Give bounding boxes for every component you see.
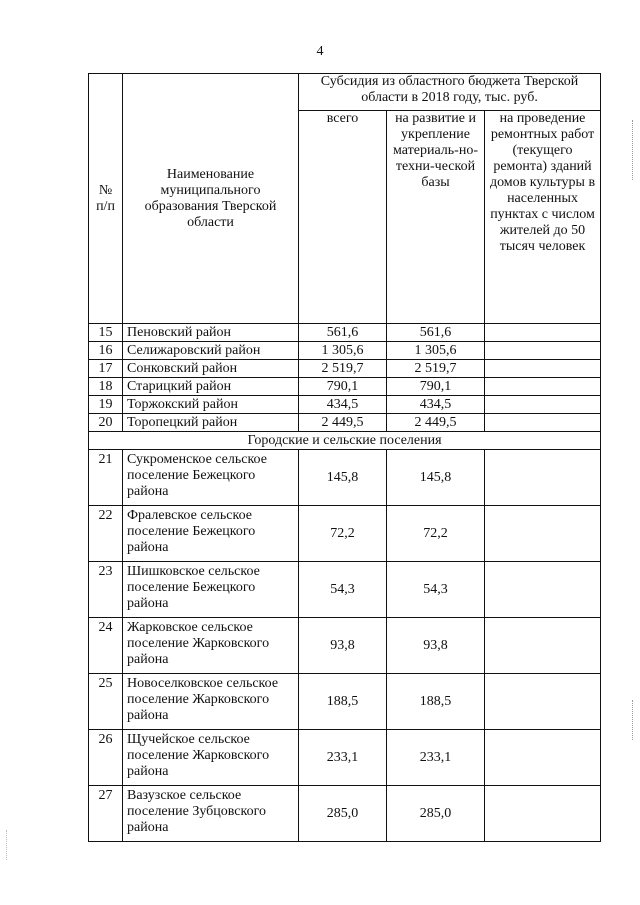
row-name: Селижаровский район (123, 342, 299, 360)
row-development: 54,3 (387, 562, 485, 618)
row-number: 27 (89, 786, 123, 842)
section-row (89, 432, 601, 450)
row-number: 22 (89, 506, 123, 562)
table-row (89, 414, 601, 432)
table-row (89, 378, 601, 396)
row-repair (485, 450, 601, 506)
row-number: 16 (89, 342, 123, 360)
table-row (89, 360, 601, 378)
row-development: 93,8 (387, 618, 485, 674)
row-name: Фралевское сельское поселение Бежецкого района (123, 506, 299, 562)
header-municipality-name: Наименование муниципального образования Тверской области (123, 74, 299, 324)
row-repair (485, 506, 601, 562)
row-total: 188,5 (299, 674, 387, 730)
row-development: 233,1 (387, 730, 485, 786)
row-name: Жарковское сельское поселение Жарковского района (123, 618, 299, 674)
row-development: 285,0 (387, 786, 485, 842)
row-development: 1 305,6 (387, 342, 485, 360)
row-total: 434,5 (299, 396, 387, 414)
row-total: 233,1 (299, 730, 387, 786)
header-number: № п/п (89, 74, 123, 324)
row-name: Старицкий район (123, 378, 299, 396)
margin-mark (632, 120, 634, 180)
row-total: 145,8 (299, 450, 387, 506)
header-development: на развитие и укрепление материаль-но-техни-ческой базы (387, 111, 485, 324)
row-name: Щучейское сельское поселение Жарковского района (123, 730, 299, 786)
subsidy-table (88, 73, 601, 842)
row-number: 25 (89, 674, 123, 730)
row-development: 790,1 (387, 378, 485, 396)
table-row (89, 618, 601, 674)
row-name: Сонковский район (123, 360, 299, 378)
row-repair (485, 786, 601, 842)
row-development: 2 449,5 (387, 414, 485, 432)
row-total: 790,1 (299, 378, 387, 396)
row-number: 24 (89, 618, 123, 674)
row-total: 2 449,5 (299, 414, 387, 432)
row-number: 19 (89, 396, 123, 414)
table-row (89, 674, 601, 730)
row-total: 93,8 (299, 618, 387, 674)
row-name: Торопецкий район (123, 414, 299, 432)
row-repair (485, 414, 601, 432)
row-development: 434,5 (387, 396, 485, 414)
table-row (89, 786, 601, 842)
row-number: 26 (89, 730, 123, 786)
districts-body (89, 324, 601, 432)
row-development: 188,5 (387, 674, 485, 730)
row-name: Вазузское сельское поселение Зубцовского района (123, 786, 299, 842)
row-repair (485, 618, 601, 674)
row-repair (485, 396, 601, 414)
table-row (89, 506, 601, 562)
row-name: Торжокский район (123, 396, 299, 414)
row-development: 2 519,7 (387, 360, 485, 378)
margin-mark (6, 830, 8, 860)
row-development: 561,6 (387, 324, 485, 342)
table-row (89, 396, 601, 414)
table-row (89, 324, 601, 342)
row-name: Шишковское сельское поселение Бежецкого района (123, 562, 299, 618)
row-development: 145,8 (387, 450, 485, 506)
table-row (89, 450, 601, 506)
row-total: 2 519,7 (299, 360, 387, 378)
row-number: 15 (89, 324, 123, 342)
row-name: Пеновский район (123, 324, 299, 342)
row-name: Новоселковское сельское поселение Жарковского района (123, 674, 299, 730)
row-number: 21 (89, 450, 123, 506)
page-number: 4 (316, 44, 324, 59)
section-title: Городские и сельские поселения (89, 432, 601, 450)
row-number: 18 (89, 378, 123, 396)
table-row (89, 342, 601, 360)
row-repair (485, 730, 601, 786)
row-development: 72,2 (387, 506, 485, 562)
row-repair (485, 342, 601, 360)
row-repair (485, 674, 601, 730)
row-number: 23 (89, 562, 123, 618)
table-row (89, 730, 601, 786)
row-repair (485, 360, 601, 378)
row-total: 54,3 (299, 562, 387, 618)
header-subsidy-group: Субсидия из областного бюджета Тверской области в 2018 году, тыс. руб. (299, 74, 601, 111)
row-total: 1 305,6 (299, 342, 387, 360)
table-row (89, 562, 601, 618)
header-total: всего (299, 111, 387, 324)
row-number: 17 (89, 360, 123, 378)
row-total: 72,2 (299, 506, 387, 562)
row-total: 285,0 (299, 786, 387, 842)
row-repair (485, 562, 601, 618)
settlements-body (89, 450, 601, 842)
row-total: 561,6 (299, 324, 387, 342)
margin-mark (632, 700, 634, 740)
header-repair: на проведение ремонтных работ (текущего ремонта) зданий домов культуры в населенных пунктах с числом жителей до 50 тысяч человек (485, 111, 601, 324)
row-repair (485, 324, 601, 342)
row-repair (485, 378, 601, 396)
row-number: 20 (89, 414, 123, 432)
row-name: Сукроменское сельское поселение Бежецкого района (123, 450, 299, 506)
